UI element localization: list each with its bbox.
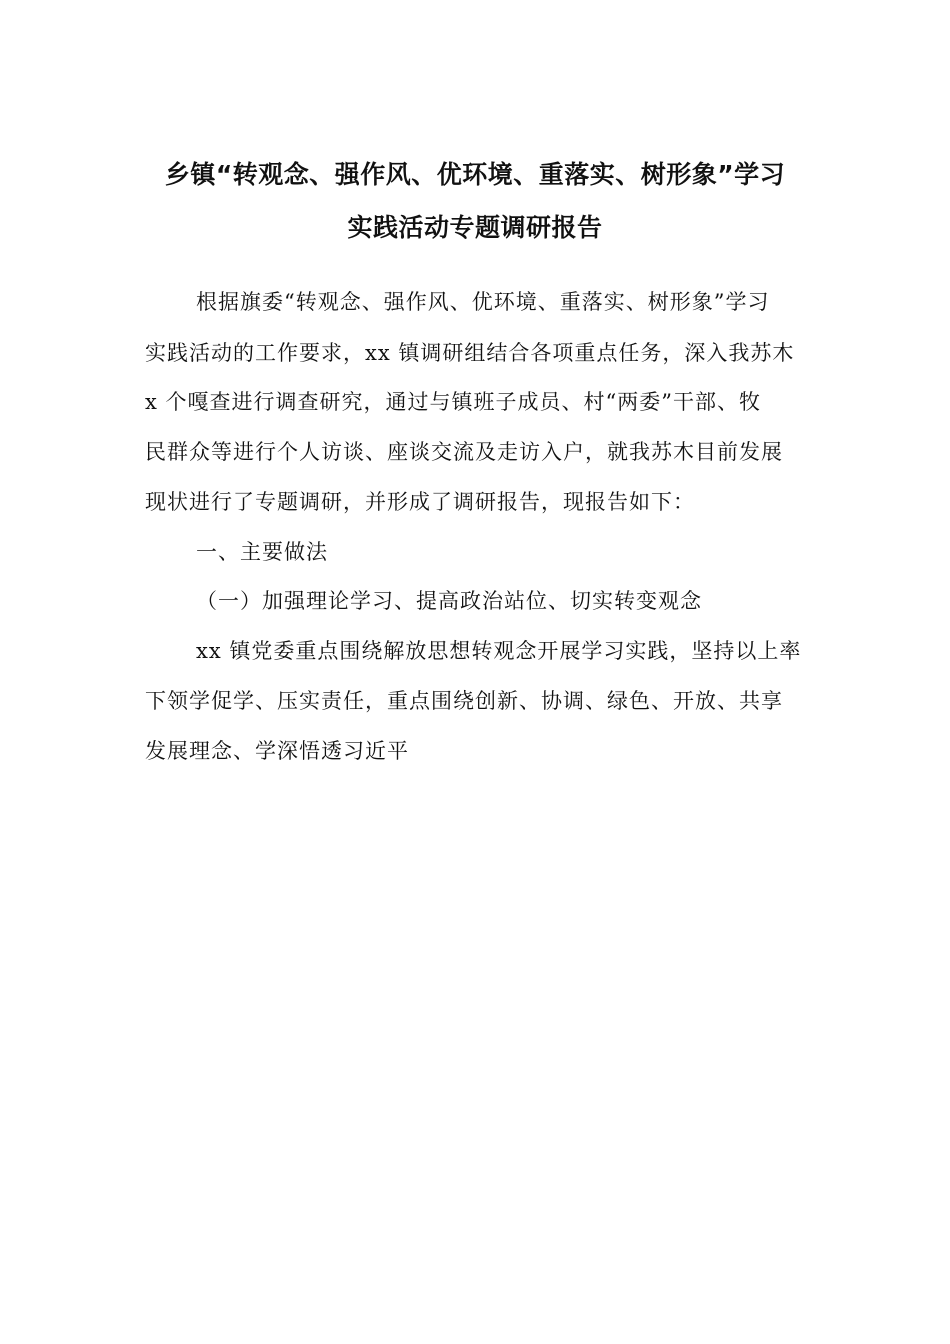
document-title-line-2: 实践活动专题调研报告: [347, 213, 603, 242]
body-paragraph-line-3: 发展理念、学深悟透习近平: [145, 739, 409, 763]
section-heading-1: 一、主要做法: [196, 540, 328, 564]
intro-paragraph-line-5: 现状进行了专题调研，并形成了调研报告，现报告如下：: [145, 490, 695, 514]
intro-paragraph-line-4: 民群众等进行个人访谈、座谈交流及走访入户，就我苏木目前发展: [145, 440, 783, 464]
intro-paragraph-line-2: 实践活动的工作要求，xx 镇调研组结合各项重点任务，深入我苏木: [145, 341, 795, 365]
subsection-heading-1: （一）加强理论学习、提高政治站位、切实转变观念: [196, 589, 702, 613]
document-title-line-1: 乡镇“转观念、强作风、优环境、重落实、树形象”学习: [164, 160, 786, 189]
intro-paragraph-line-1: 根据旗委“转观念、强作风、优环境、重落实、树形象”学习: [196, 290, 770, 314]
body-paragraph-line-1: xx 镇党委重点围绕解放思想转观念开展学习实践，坚持以上率: [196, 639, 802, 663]
body-paragraph-line-2: 下领学促学、压实责任，重点围绕创新、协调、绿色、开放、共享: [145, 689, 783, 713]
intro-paragraph-line-3: x 个嘎查进行调查研究，通过与镇班子成员、村“两委”干部、牧: [145, 390, 761, 414]
